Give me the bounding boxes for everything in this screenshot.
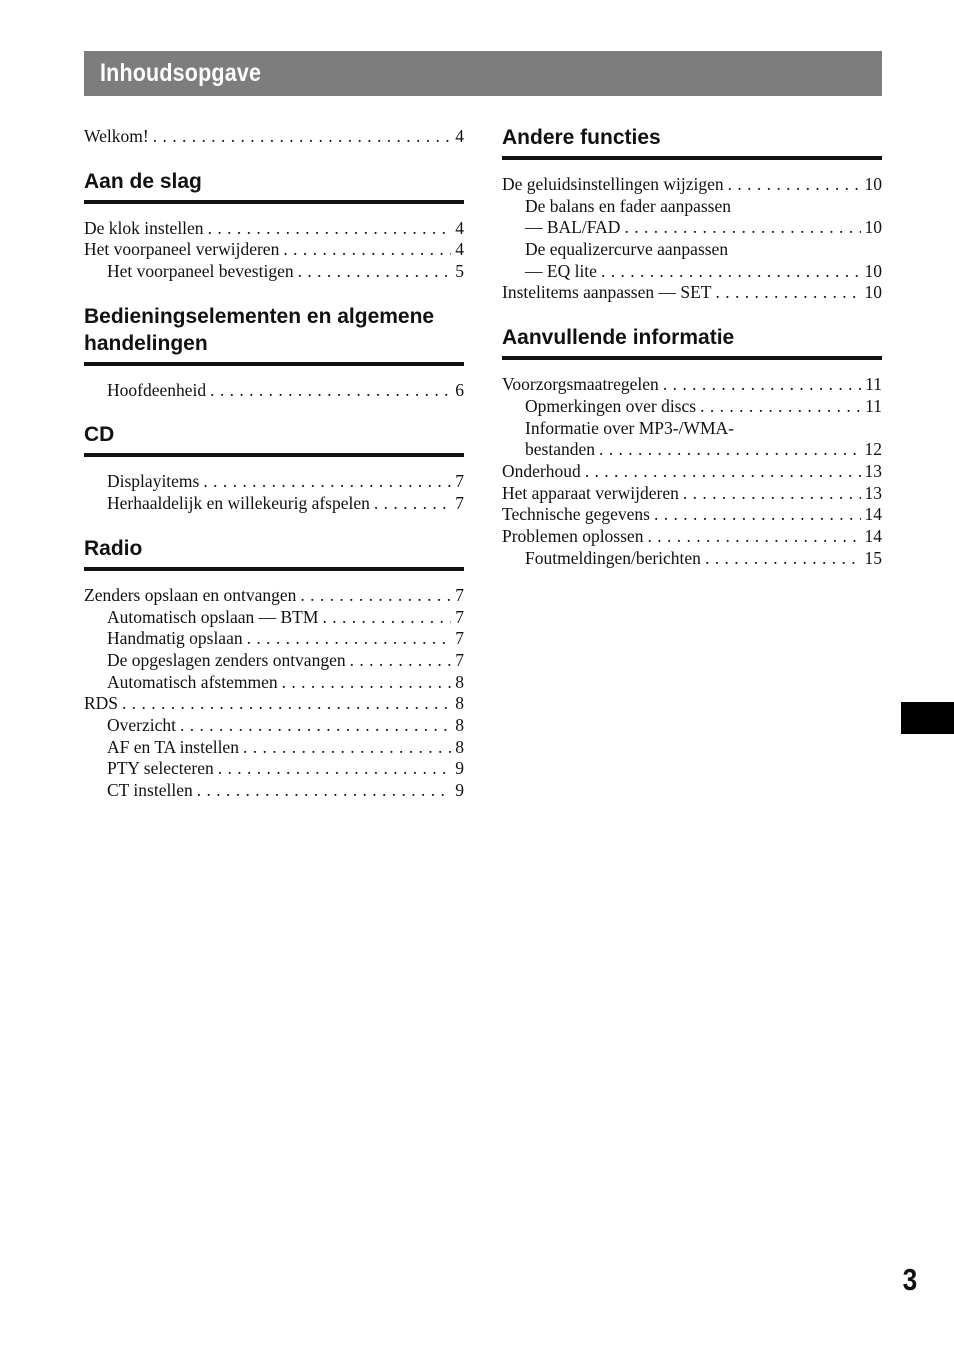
toc-entry-title: Automatisch afstemmen	[107, 671, 278, 692]
toc-entry[interactable]	[84, 126, 464, 148]
toc-entry[interactable]	[84, 493, 464, 515]
toc-entry-title: PTY selecteren	[107, 758, 214, 779]
side-tab-marker	[901, 702, 954, 734]
dot-leader	[715, 282, 860, 304]
dot-leader	[728, 174, 861, 196]
toc-entry[interactable]	[502, 261, 882, 283]
dot-leader	[218, 758, 452, 780]
toc-page-number: 7	[455, 628, 464, 649]
dot-leader	[322, 607, 451, 629]
dot-leader	[585, 461, 861, 483]
toc-entry[interactable]	[502, 396, 882, 418]
toc-page-number: 11	[865, 374, 882, 395]
toc-entry-title: Voorzorgsmaatregelen	[502, 374, 659, 395]
toc-page-number: 10	[864, 174, 882, 194]
toc-entry-title: Foutmeldingen/berichten	[525, 547, 701, 568]
toc-entry-title: De opgeslagen zenders ontvangen	[107, 649, 346, 670]
toc-entry-title: Het apparaat verwijderen	[502, 482, 679, 503]
toc-entry[interactable]	[502, 483, 882, 505]
dot-leader	[208, 218, 452, 240]
toc-entry[interactable]	[84, 715, 464, 737]
dot-leader	[705, 548, 861, 570]
dot-leader	[180, 715, 451, 737]
toc-entry[interactable]	[502, 439, 882, 461]
section-heading: CD	[84, 421, 464, 457]
toc-entry[interactable]	[84, 628, 464, 650]
toc-page-number: 7	[455, 471, 464, 492]
toc-entry[interactable]	[502, 504, 882, 526]
section-heading: Bedieningselementen en algemene handelingen	[84, 303, 464, 366]
toc-page-number: 8	[455, 671, 464, 692]
toc-page-number: 14	[864, 504, 882, 525]
dot-leader	[203, 471, 451, 493]
dot-leader	[243, 737, 451, 759]
page-title: Inhoudsopgave	[100, 59, 262, 87]
dot-leader	[197, 780, 452, 802]
toc-page-number: 4	[455, 217, 464, 238]
toc-entry[interactable]	[502, 239, 882, 261]
toc-entry-title: Opmerkingen over discs	[525, 395, 697, 416]
toc-entry-title: Het voorpaneel verwijderen	[84, 239, 280, 260]
toc-entry-title: Overzicht	[107, 714, 176, 735]
toc-entry[interactable]	[502, 374, 882, 396]
toc-entry[interactable]	[84, 693, 464, 715]
toc-entry-title: Herhaaldelijk en willekeurig afspelen	[107, 493, 370, 514]
toc-page-number: 7	[455, 584, 464, 605]
toc-section	[502, 324, 882, 569]
toc-entry-title: CT instellen	[107, 780, 193, 800]
toc-entry-title: Het voorpaneel bevestigen	[107, 261, 294, 282]
toc-entry[interactable]	[84, 585, 464, 607]
toc-entry-title: Instelitems aanpassen — SET	[502, 282, 712, 303]
section-heading: Aanvullende informatie	[502, 324, 882, 360]
toc-section	[502, 124, 882, 304]
toc-page-number: 4	[455, 239, 464, 260]
toc-entry-title: RDS	[84, 693, 119, 714]
dot-leader	[663, 374, 861, 396]
toc-entry[interactable]	[84, 380, 464, 402]
dot-leader	[599, 439, 861, 461]
toc-page-number: 7	[455, 606, 464, 627]
section-heading: Andere functies	[502, 124, 882, 160]
toc-entry[interactable]	[502, 217, 882, 239]
toc-page-number: 12	[864, 439, 882, 460]
toc-page-number: 4	[455, 126, 464, 146]
toc-page-number: 14	[864, 525, 882, 546]
toc-page-number: 9	[455, 780, 464, 800]
toc-page-number: 10	[864, 282, 882, 303]
toc-page-number: 15	[864, 547, 882, 568]
dot-leader	[700, 396, 861, 418]
toc-entry-title: Technische gegevens	[502, 504, 650, 525]
dot-leader	[374, 493, 451, 515]
toc-entry-title: Onderhoud	[502, 460, 581, 481]
toc-page-number: 8	[455, 736, 464, 757]
toc-entry-title: Displayitems	[107, 471, 200, 492]
toc-entry[interactable]	[502, 282, 882, 304]
toc-entry[interactable]	[502, 548, 882, 570]
toc-entry[interactable]	[502, 174, 882, 196]
dot-leader	[247, 628, 452, 650]
toc-page-number: 13	[864, 482, 882, 503]
toc-page-number: 6	[455, 379, 464, 400]
toc-page-number: 7	[455, 649, 464, 670]
toc-entry-title: Informatie over MP3-/WMA-	[525, 417, 734, 438]
toc-entry[interactable]	[84, 471, 464, 493]
toc-entry-title: De geluidsinstellingen wijzigen	[502, 174, 724, 194]
section-heading: Radio	[84, 535, 464, 571]
toc-page-number: 7	[455, 493, 464, 514]
toc-section	[84, 303, 464, 402]
dot-leader	[300, 585, 451, 607]
toc-entry[interactable]	[502, 526, 882, 548]
dot-leader	[282, 672, 452, 694]
toc-right-column	[502, 126, 882, 569]
toc-page-number: 10	[864, 260, 882, 281]
section-heading: Aan de slag	[84, 168, 464, 204]
toc-page-number: 5	[455, 261, 464, 282]
toc-entry[interactable]	[502, 196, 882, 218]
toc-entry[interactable]	[502, 418, 882, 440]
toc-entry[interactable]	[84, 737, 464, 759]
toc-entry[interactable]	[84, 218, 464, 240]
dot-leader	[683, 483, 861, 505]
toc-entry-title: Problemen oplossen	[502, 525, 644, 546]
toc-page-number: 11	[865, 395, 882, 416]
toc-page-number: 8	[455, 714, 464, 735]
toc-page-number: 10	[864, 217, 882, 238]
toc-entry-title: De equalizercurve aanpassen	[525, 239, 729, 260]
dot-leader	[283, 239, 451, 261]
toc-entry-title: De klok instellen	[84, 217, 204, 238]
toc-entry-title: AF en TA instellen	[107, 736, 239, 757]
toc-page-number: 13	[864, 460, 882, 481]
toc-entry[interactable]	[84, 672, 464, 694]
toc-entry-title: Automatisch opslaan — BTM	[107, 606, 319, 627]
toc-entry-title: — EQ lite	[525, 260, 597, 281]
dot-leader	[153, 126, 452, 148]
toc-entry-title: Zenders opslaan en ontvangen	[84, 584, 297, 605]
toc-page-number: 9	[455, 758, 464, 779]
toc-entry[interactable]	[502, 461, 882, 483]
toc-entry-title: De balans en fader aanpassen	[525, 195, 732, 216]
title-bar	[84, 51, 882, 96]
toc-entry[interactable]	[84, 239, 464, 261]
dot-leader	[298, 261, 452, 283]
toc-page-number: 8	[455, 693, 464, 714]
toc-left-column	[84, 126, 464, 802]
toc-entry-title: — BAL/FAD	[525, 217, 621, 238]
toc-entry-title: Handmatig opslaan	[107, 628, 243, 649]
toc-entry-title: Welkom!	[84, 126, 149, 146]
dot-leader	[647, 526, 860, 548]
toc-entry-title: bestanden	[525, 439, 595, 460]
page-number: 3	[902, 1262, 918, 1297]
toc-section	[84, 168, 464, 283]
toc-entry[interactable]	[84, 758, 464, 780]
dot-leader	[654, 504, 861, 526]
toc-entry[interactable]	[84, 650, 464, 672]
dot-leader	[122, 693, 451, 715]
toc-entry-title: Hoofdeenheid	[107, 379, 207, 400]
dot-leader	[624, 217, 860, 239]
toc-entry[interactable]	[84, 607, 464, 629]
toc-section	[84, 535, 464, 802]
dot-leader	[350, 650, 452, 672]
dot-leader	[210, 380, 451, 402]
dot-leader	[601, 261, 861, 283]
toc-entry[interactable]	[84, 261, 464, 283]
toc-entry[interactable]	[84, 780, 464, 802]
toc-section	[84, 421, 464, 514]
